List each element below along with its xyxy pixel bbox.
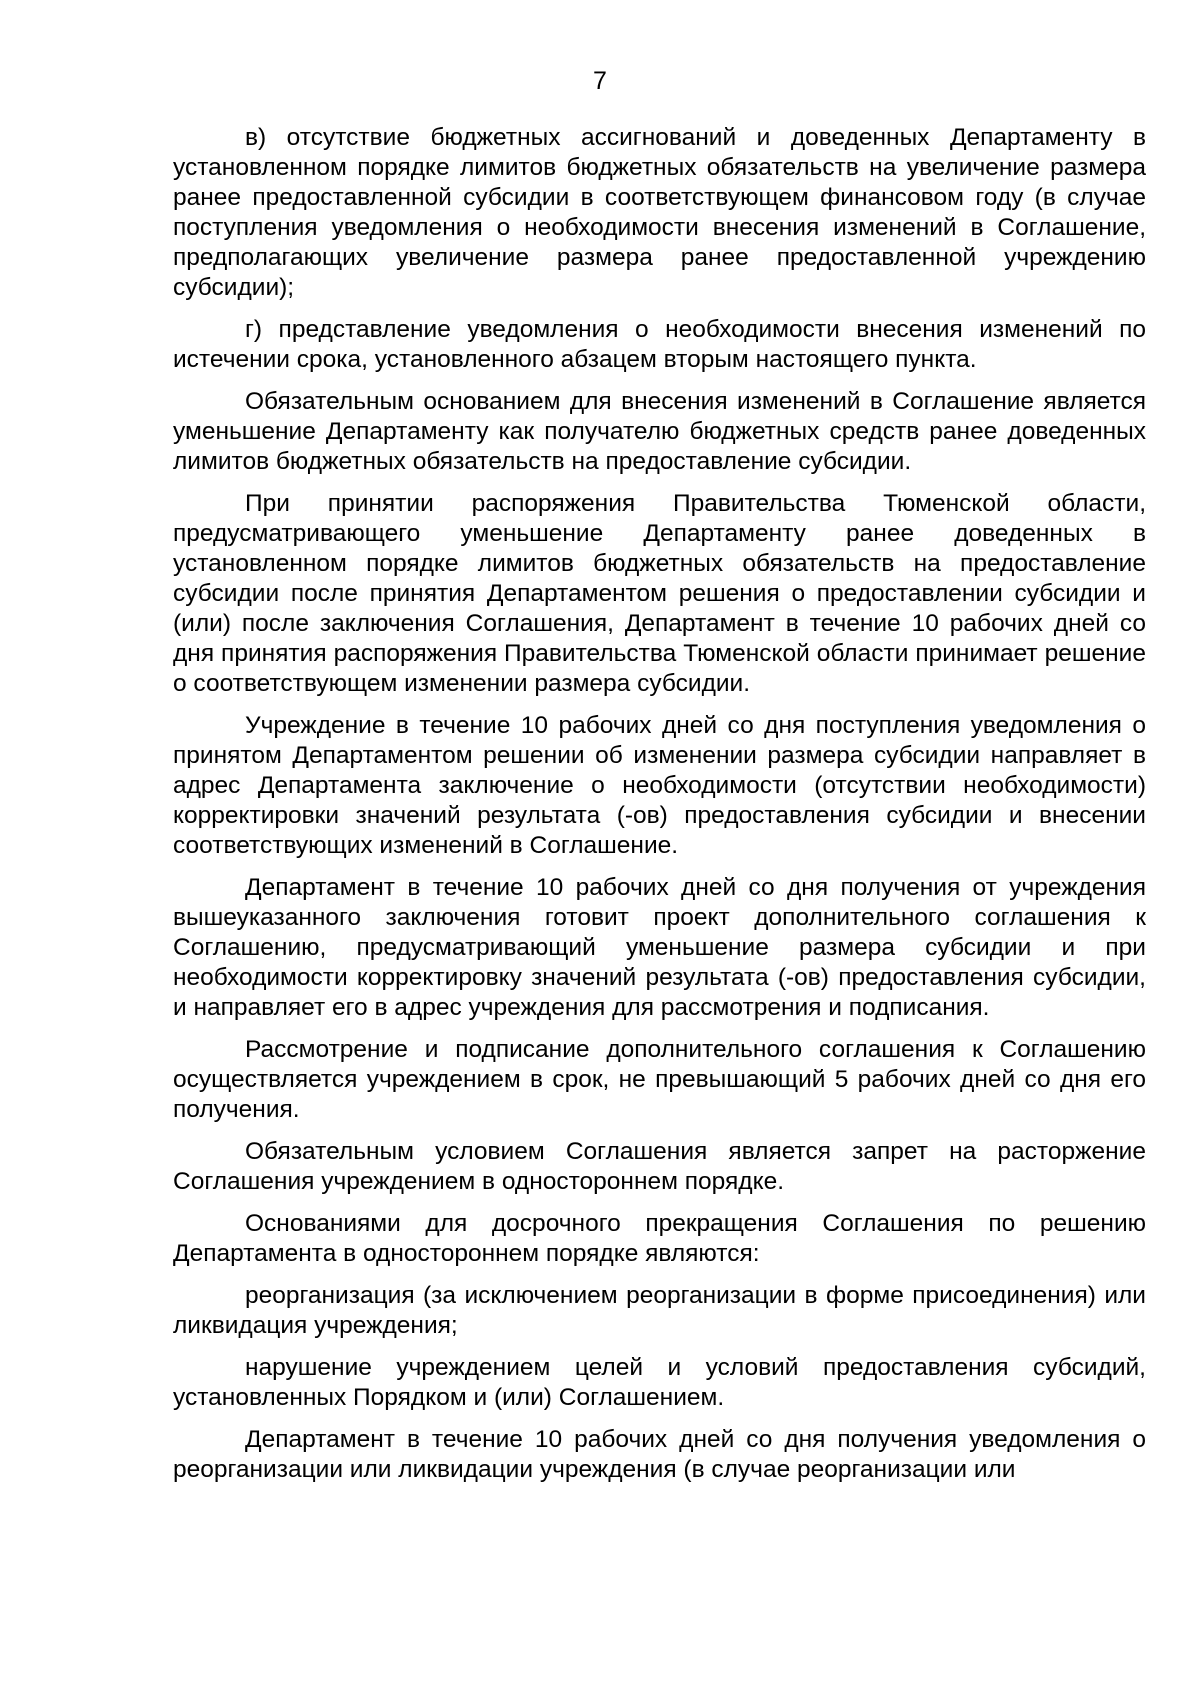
paragraph-termination-ban: Обязательным условием Соглашения является запрет на расторжение Соглашения учреждением в одностороннем порядке. [173, 1138, 1146, 1195]
paragraph-additional-agreement-draft: Департамент в течение 10 рабочих дней со дня получения от учреждения вышеуказанного заключения готовит проект дополнительного соглашения к Соглашению, предусматривающий уменьшение размера субсидии и при необходимости корректировку значений результата (-ов) предоставления субсидии, и направляет его в адрес учреждения для рассмотрения и подписания. [173, 874, 1146, 1021]
paragraph-government-order: При принятии распоряжения Правительства Тюменской области, предусматривающего уменьшение Департаменту ранее доведенных в установленном порядке лимитов бюджетных обязательств на предоставление субсидии после принятия Департаментом решения о предоставлении субсидии и (или) после заключения Соглашения, Департамент в течение 10 рабочих дней со дня принятия распоряжения Правительства Тюменской области принимает решение о соответствующем изменении размера субсидии. [173, 490, 1146, 697]
paragraph-mandatory-basis: Обязательным основанием для внесения изменений в Соглашение является уменьшение Департаменту как получателю бюджетных средств ранее доведенных лимитов бюджетных обязательств на предоставление субсидии. [173, 388, 1146, 475]
paragraph-v: в) отсутствие бюджетных ассигнований и доведенных Департаменту в установленном порядке лимитов бюджетных обязательств на увеличение размера ранее предоставленной субсидии в соответствующем финансовом году (в случае поступления уведомления о необходимости внесения изменений в Соглашение, предполагающих увеличение размера ранее предоставленной учреждению субсидии); [173, 124, 1146, 301]
page-number: 7 [593, 67, 607, 95]
paragraph-g: г) представление уведомления о необходимости внесения изменений по истечении срока, установленного абзацем вторым настоящего пункта. [173, 316, 1146, 373]
paragraph-signing: Рассмотрение и подписание дополнительного соглашения к Соглашению осуществляется учреждением в срок, не превышающий 5 рабочих дней со дня его получения. [173, 1036, 1146, 1123]
paragraph-reorganization: реорганизация (за исключением реорганизации в форме присоединения) или ликвидация учреждения; [173, 1282, 1146, 1339]
paragraph-violation: нарушение учреждением целей и условий предоставления субсидий, установленных Порядком и (или) Соглашением. [173, 1354, 1146, 1411]
paragraph-department-notification: Департамент в течение 10 рабочих дней со дня получения уведомления о реорганизации или ликвидации учреждения (в случае реорганизации или [173, 1426, 1146, 1483]
paragraph-institution-conclusion: Учреждение в течение 10 рабочих дней со дня поступления уведомления о принятом Департаментом решении об изменении размера субсидии направляет в адрес Департамента заключение о необходимости (отсутствии необходимости) корректировки значений результата (-ов) предоставления субсидии и внесении соответствующих изменений в Соглашение. [173, 712, 1146, 859]
paragraph-early-termination-grounds: Основаниями для досрочного прекращения Соглашения по решению Департамента в одностороннем порядке являются: [173, 1210, 1146, 1267]
document-body [173, 123, 1146, 1497]
